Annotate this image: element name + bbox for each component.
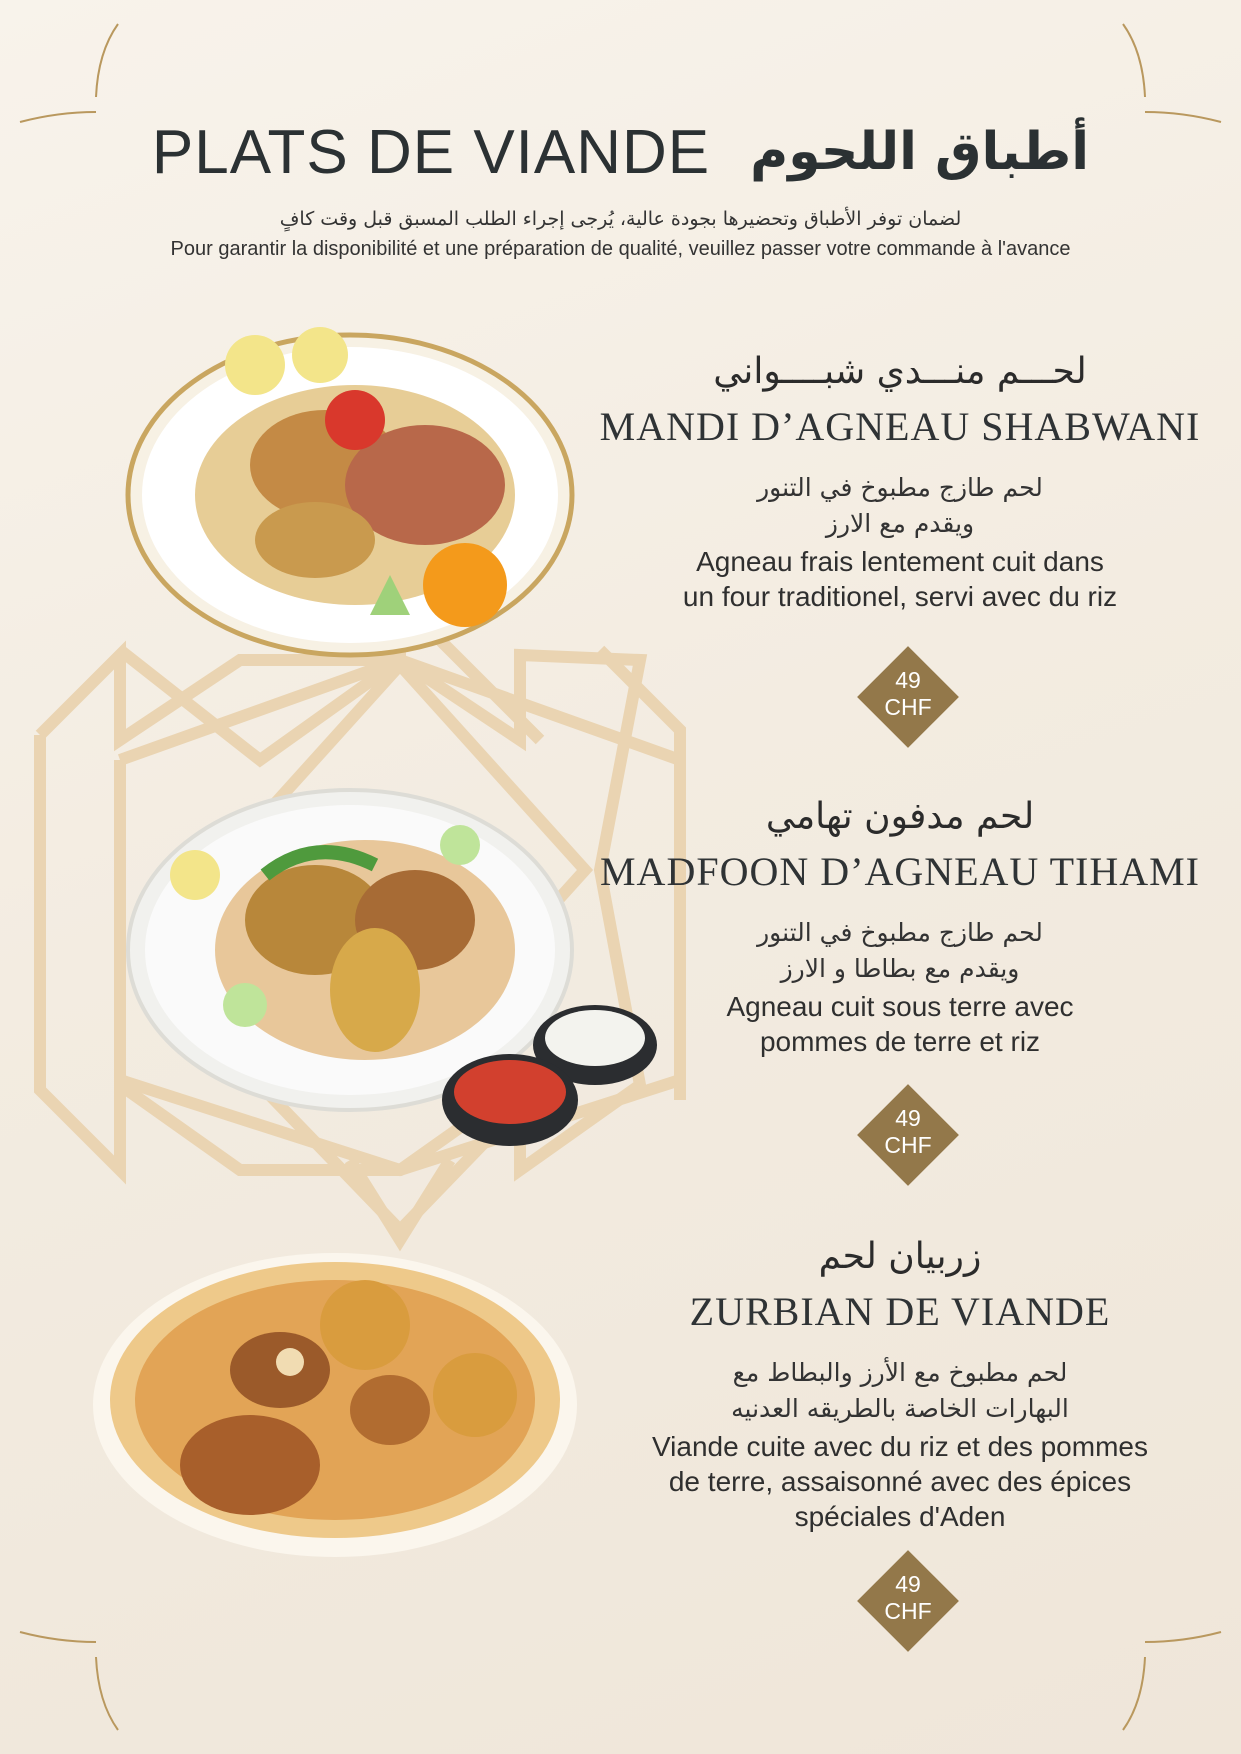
dish-card: [590, 350, 1210, 614]
dish-photo-zurbian: [90, 1250, 580, 1560]
price-badge: [856, 1083, 960, 1187]
dish-desc-fr-line: Agneau cuit sous terre avec: [726, 991, 1074, 1022]
dish-photo-mandi: [125, 325, 575, 665]
title-ar: أطباق اللحوم: [750, 122, 1090, 182]
dish-desc-ar-line: ويقدم مع الارز: [825, 509, 975, 538]
dish-desc-fr: [590, 1429, 1210, 1534]
price-currency: CHF: [884, 694, 932, 720]
dish-desc-fr-line: Viande cuite avec du riz et des pommes: [652, 1431, 1148, 1462]
page-title: [0, 112, 1241, 192]
dish-desc-ar-line: لحم مطبوخ مع الأرز والبطاط مع: [732, 1358, 1068, 1387]
dish-desc-fr-line: Agneau frais lentement cuit dans: [696, 546, 1104, 577]
dish-card: [590, 1235, 1210, 1534]
notice-ar: لضمان توفر الأطباق وتحضيرها بجودة عالية، يُرجى إجراء الطلب المسبق قبل وقت كافٍ: [279, 208, 962, 230]
dish-name-fr: MANDI D’AGNEAU SHABWANI: [599, 404, 1201, 449]
dish-desc-fr: [590, 989, 1210, 1059]
price-currency: CHF: [884, 1132, 932, 1158]
dish-desc-fr-line: un four traditionel, servi avec du riz: [682, 581, 1118, 612]
dish-name-ar: لحم مدفون تهامي: [765, 796, 1035, 837]
price-amount: 49: [895, 1571, 921, 1597]
title-fr: PLATS DE VIANDE: [151, 117, 711, 187]
dish-desc-fr: [590, 544, 1210, 614]
dish-desc-fr-line: de terre, assaisonné avec des épices: [668, 1466, 1132, 1497]
dish-name-ar: لحـــم منـــدي شبــــواني: [713, 351, 1087, 392]
dish-desc-ar: [590, 915, 1210, 987]
price-badge: [856, 645, 960, 749]
dish-name-fr: MADFOON D’AGNEAU TIHAMI: [599, 849, 1200, 894]
dish-desc-ar-line: لحم طازج مطبوخ في التنور: [757, 918, 1043, 947]
price-currency: CHF: [884, 1598, 932, 1624]
price-amount: 49: [895, 1105, 921, 1131]
dish-desc-ar: [590, 470, 1210, 542]
dish-desc-fr-line: pommes de terre et riz: [759, 1026, 1041, 1057]
corner-ornament-icon: [18, 1622, 128, 1732]
price-badge: [856, 1549, 960, 1653]
dish-desc-ar-line: البهارات الخاصة بالطريقه العدنيه: [731, 1394, 1069, 1423]
corner-ornament-icon: [1113, 1622, 1223, 1732]
dish-desc-ar-line: لحم طازج مطبوخ في التنور: [757, 473, 1043, 502]
dish-name-fr: ZURBIAN DE VIANDE: [689, 1289, 1111, 1334]
dish-desc-fr-line: spéciales d'Aden: [794, 1501, 1006, 1532]
dish-name-ar: زربيان لحم: [818, 1236, 982, 1277]
dish-desc-ar-line: ويقدم مع بطاطا و الارز: [780, 954, 1020, 983]
notice-fr: Pour garantir la disponibilité et une préparation de qualité, veuillez passer votre commande à l'avance: [170, 238, 1071, 260]
dish-card: [590, 795, 1210, 1059]
dish-desc-ar: [590, 1355, 1210, 1427]
price-amount: 49: [895, 667, 921, 693]
